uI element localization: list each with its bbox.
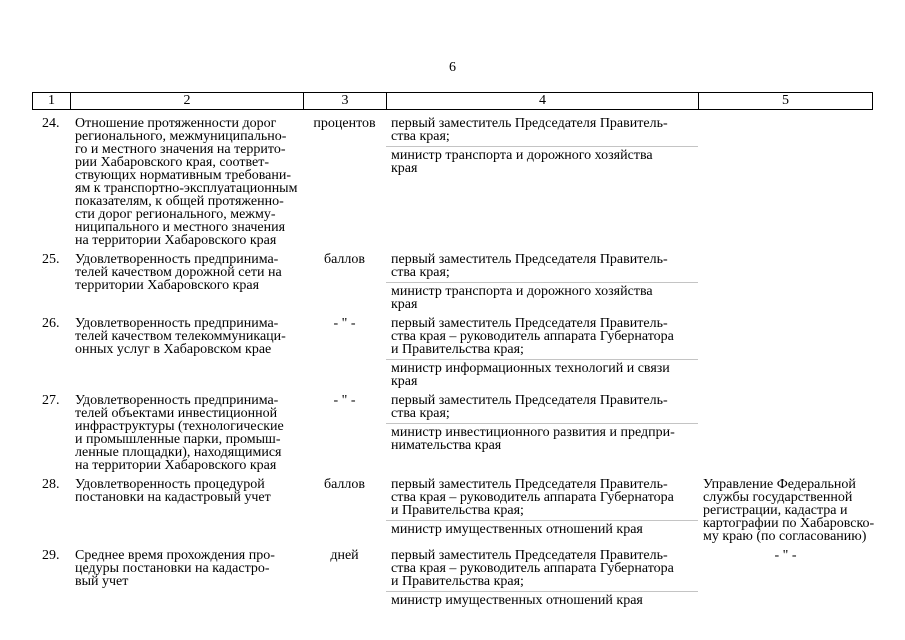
indicator-line: и промышленные парки, промыш- <box>75 432 281 447</box>
coexecutor-line: му краю (по согласованию) <box>703 529 867 544</box>
responsible-entry <box>386 520 698 536</box>
row-number: 29. <box>42 548 60 563</box>
row-number: 27. <box>42 393 60 408</box>
row-number: 28. <box>42 477 60 492</box>
indicator-line: вый учет <box>75 574 129 589</box>
responsible-entry <box>386 146 698 175</box>
indicator-cell <box>70 549 303 607</box>
responsible-cell <box>386 253 698 311</box>
responsible-line: ства края; <box>391 265 450 280</box>
row-number: 26. <box>42 316 60 331</box>
coexecutor-cell <box>698 394 873 472</box>
responsible-line: ства края – руководитель аппарата Губернатора <box>391 329 674 344</box>
indicator-line: телей качеством дорожной сети на <box>75 265 282 280</box>
table-row <box>32 314 873 391</box>
indicator-line: Удовлетворенность предпринима- <box>75 252 279 267</box>
indicator-cell <box>70 317 303 388</box>
indicator-line: го и местного значения на террито- <box>75 142 286 157</box>
responsible-line: первый заместитель Председателя Правитель- <box>391 477 668 492</box>
table-header-row <box>32 92 873 110</box>
coexecutor-cell <box>698 549 873 607</box>
responsible-line: министр имущественных отношений края <box>391 522 643 537</box>
responsible-line: и Правительства края; <box>391 503 524 518</box>
unit-cell: процентов <box>313 116 376 131</box>
coexecutor-cell <box>698 317 873 388</box>
responsible-entry <box>386 591 698 607</box>
responsible-cell <box>386 394 698 472</box>
responsible-line: министр транспорта и дорожного хозяйства <box>391 148 653 163</box>
indicator-line: онных услуг в Хабаровском крае <box>75 342 272 357</box>
indicator-line: на территории Хабаровского края <box>75 458 277 473</box>
indicator-line: Среднее время прохождения про- <box>75 548 275 563</box>
indicator-line: сти дорог регионального, межму- <box>75 207 276 222</box>
responsible-line: ства края – руководитель аппарата Губернатора <box>391 561 674 576</box>
indicator-line: постановки на кадастровый учет <box>75 490 271 505</box>
indicator-line: регионального, межмуниципально- <box>75 129 287 144</box>
responsible-line: края <box>391 161 418 176</box>
header-col-1: 1 <box>32 93 70 109</box>
responsible-cell <box>386 478 698 543</box>
table-body <box>32 110 873 610</box>
coexecutor-cell <box>698 117 873 247</box>
indicator-line: на территории Хабаровского края <box>75 233 277 248</box>
indicator-line: рии Хабаровского края, соответ- <box>75 155 269 170</box>
responsible-line: министр транспорта и дорожного хозяйства <box>391 284 653 299</box>
indicator-cell <box>70 117 303 247</box>
page-number: 6 <box>449 60 456 75</box>
responsible-line: края <box>391 374 418 389</box>
responsible-line: и Правительства края; <box>391 342 524 357</box>
table-row <box>32 250 873 314</box>
responsible-entry <box>386 359 698 388</box>
responsible-line: первый заместитель Председателя Правитель- <box>391 316 668 331</box>
indicator-line: Удовлетворенность предпринима- <box>75 393 279 408</box>
coexecutor-line: - " - <box>774 548 797 563</box>
indicator-cell <box>70 478 303 543</box>
responsible-line: первый заместитель Председателя Правитель- <box>391 252 668 267</box>
indicator-line: Удовлетворенность предпринима- <box>75 316 279 331</box>
indicator-line: телей качеством телекоммуникаци- <box>75 329 286 344</box>
coexecutor-line: картографии по Хабаровско- <box>703 516 875 531</box>
header-col-4: 4 <box>386 93 698 109</box>
responsible-line: и Правительства края; <box>391 574 524 589</box>
responsible-entry <box>386 253 698 279</box>
unit-cell: - " - <box>333 393 356 408</box>
responsible-entry <box>386 282 698 311</box>
table-row <box>32 546 873 610</box>
responsible-line: министр инвестиционного развития и предпри- <box>391 425 675 440</box>
responsible-entry <box>386 478 698 517</box>
responsible-line: ства края; <box>391 406 450 421</box>
responsible-line: первый заместитель Председателя Правитель- <box>391 548 668 563</box>
row-number: 25. <box>42 252 60 267</box>
responsible-line: министр имущественных отношений края <box>391 593 643 608</box>
indicator-line: ям к транспортно-эксплуатационным <box>75 181 298 196</box>
coexecutor-cell <box>698 253 873 311</box>
responsible-line: нимательства края <box>391 438 502 453</box>
indicator-line: ствующих нормативным требовани- <box>75 168 291 183</box>
unit-cell: - " - <box>333 316 356 331</box>
indicator-line: ленные площадки), находящимися <box>75 445 282 460</box>
indicator-cell <box>70 253 303 311</box>
indicator-cell <box>70 394 303 472</box>
table-row <box>32 391 873 475</box>
responsible-cell <box>386 549 698 607</box>
table-row <box>32 114 873 250</box>
responsible-line: ства края – руководитель аппарата Губернатора <box>391 490 674 505</box>
indicator-line: цедуры постановки на кадастро- <box>75 561 270 576</box>
responsible-entry <box>386 117 698 143</box>
responsible-cell <box>386 317 698 388</box>
indicator-line: инфраструктуры (технологические <box>75 419 284 434</box>
responsible-line: первый заместитель Председателя Правитель- <box>391 393 668 408</box>
indicator-line: территории Хабаровского края <box>75 278 260 293</box>
coexecutor-line: службы государственной <box>703 490 853 505</box>
indicator-line: ниципального и местного значения <box>75 220 286 235</box>
responsible-entry <box>386 317 698 356</box>
unit-cell: баллов <box>323 252 366 267</box>
coexecutor-line: Управление Федеральной <box>703 477 856 492</box>
responsible-entry <box>386 423 698 452</box>
coexecutor-cell <box>698 478 873 543</box>
indicator-line: Отношение протяженности дорог <box>75 116 277 131</box>
unit-cell: дней <box>330 548 359 563</box>
coexecutor-line: регистрации, кадастра и <box>703 503 848 518</box>
indicator-line: телей объектами инвестиционной <box>75 406 278 421</box>
indicator-line: Удовлетворенность процедурой <box>75 477 265 492</box>
responsible-entry <box>386 549 698 588</box>
header-col-2: 2 <box>70 93 303 109</box>
responsible-line: министр информационных технологий и связи <box>391 361 670 376</box>
header-col-5: 5 <box>698 93 873 109</box>
table-row <box>32 475 873 546</box>
responsible-line: ства края; <box>391 129 450 144</box>
indicator-line: показателям, к общей протяженно- <box>75 194 284 209</box>
responsible-entry <box>386 394 698 420</box>
row-number: 24. <box>42 116 60 131</box>
unit-cell: баллов <box>323 477 366 492</box>
responsible-line: края <box>391 297 418 312</box>
indicators-table <box>32 92 873 610</box>
responsible-line: первый заместитель Председателя Правитель- <box>391 116 668 131</box>
header-col-3: 3 <box>303 93 386 109</box>
responsible-cell <box>386 117 698 247</box>
